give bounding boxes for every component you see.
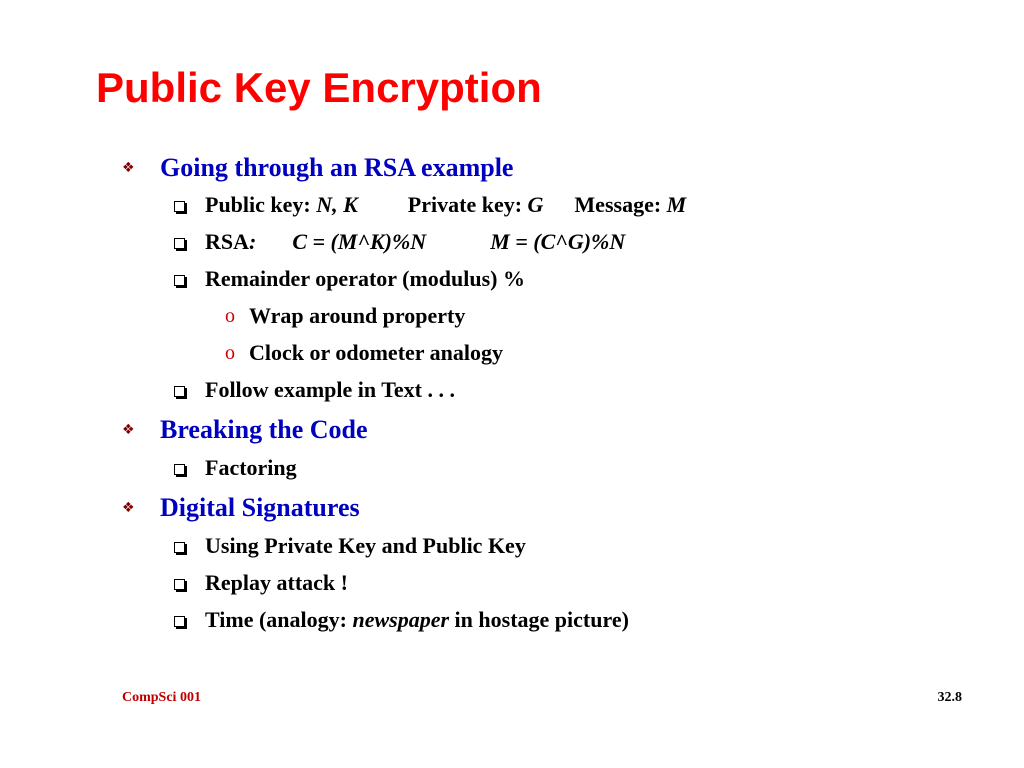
message-value: M xyxy=(666,192,687,217)
slide-title: Public Key Encryption xyxy=(96,64,542,111)
bullet-keys xyxy=(205,191,686,219)
rsa-decrypt-formula: M = (C^G)%N xyxy=(490,229,626,254)
bullet-replay-attack: Replay attack ! xyxy=(205,570,348,595)
bullet-factoring: Factoring xyxy=(205,455,297,480)
bullet-rsa-example: Going through an RSA example xyxy=(160,153,514,182)
private-key-value: G xyxy=(527,192,544,217)
bullet-time-analogy xyxy=(205,606,629,634)
rsa-label: RSA xyxy=(205,229,250,254)
time-text-after: in hostage picture) xyxy=(449,607,629,632)
rsa-colon: : xyxy=(249,229,257,254)
square-bullet-icon xyxy=(174,386,186,398)
time-text-before: Time (analogy: xyxy=(205,607,353,632)
bullet-remainder: Remainder operator (modulus) % xyxy=(205,266,526,291)
square-bullet-icon xyxy=(174,579,186,591)
square-bullet-icon xyxy=(174,201,186,213)
bullet-using-keys: Using Private Key and Public Key xyxy=(205,533,526,558)
bullet-digital-signatures: Digital Signatures xyxy=(160,493,360,522)
square-bullet-icon xyxy=(174,275,186,287)
square-bullet-icon xyxy=(174,238,186,250)
message-label: Message: xyxy=(574,192,667,217)
public-key-label: Public key: xyxy=(205,192,317,217)
square-bullet-icon xyxy=(174,616,186,628)
circle-bullet-icon: o xyxy=(225,305,235,327)
rsa-encrypt-formula: C = (M^K)%N xyxy=(292,229,427,254)
diamond-bullet-icon: ❖ xyxy=(122,422,135,438)
circle-bullet-icon: o xyxy=(225,342,235,364)
bullet-wrap-around: Wrap around property xyxy=(249,303,466,328)
bullet-follow-example: Follow example in Text . . . xyxy=(205,377,455,402)
square-bullet-icon xyxy=(174,464,186,476)
public-key-value: N, K xyxy=(316,192,358,217)
footer-course: CompSci 001 xyxy=(122,690,201,705)
footer-slide-number: 32.8 xyxy=(937,690,962,705)
private-key-label: Private key: xyxy=(407,192,528,217)
diamond-bullet-icon: ❖ xyxy=(122,500,135,516)
square-bullet-icon xyxy=(174,542,186,554)
bullet-breaking-code: Breaking the Code xyxy=(160,415,368,444)
bullet-clock-analogy: Clock or odometer analogy xyxy=(249,340,503,365)
bullet-rsa xyxy=(205,228,625,256)
diamond-bullet-icon: ❖ xyxy=(122,160,135,176)
time-text-italic: newspaper xyxy=(352,607,450,632)
